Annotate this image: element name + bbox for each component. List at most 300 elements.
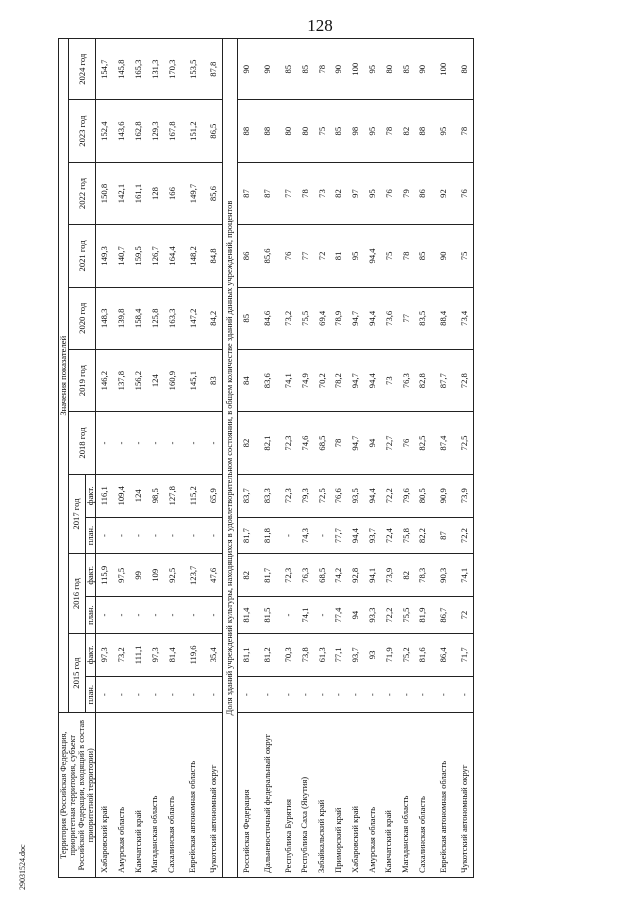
year-header-2018: 2018 год — [69, 412, 96, 474]
value-cell: 75,5 — [296, 287, 313, 349]
value-cell: 88 — [414, 100, 431, 162]
value-cell: 80 — [296, 100, 313, 162]
value-cell: 95 — [364, 162, 381, 224]
value-cell: 92 — [431, 162, 456, 224]
value-cell: 119,6 — [180, 633, 205, 676]
value-cell: 72,3 — [280, 474, 297, 517]
value-cell: 129,3 — [146, 100, 163, 162]
value-cell: 90,3 — [431, 554, 456, 597]
value-cell: 97,3 — [96, 633, 113, 676]
value-cell: 98 — [347, 100, 364, 162]
value-cell: 72,2 — [380, 474, 397, 517]
value-cell: 82 — [237, 412, 254, 474]
value-cell: 82,1 — [255, 412, 280, 474]
value-cell: 88,4 — [431, 287, 456, 349]
value-cell: 98,5 — [146, 474, 163, 517]
value-cell: 73,9 — [456, 474, 473, 517]
value-cell: 86 — [414, 162, 431, 224]
value-cell: - — [180, 517, 205, 554]
value-cell: - — [96, 676, 113, 713]
value-cell: - — [205, 597, 222, 634]
value-cell: 81,4 — [237, 597, 254, 634]
value-cell: - — [280, 597, 297, 634]
value-cell: 78 — [456, 100, 473, 162]
table-row — [330, 39, 347, 878]
value-cell: 93,5 — [347, 474, 364, 517]
value-cell: - — [280, 676, 297, 713]
value-cell: 86,5 — [205, 100, 222, 162]
value-cell: - — [130, 676, 147, 713]
value-cell: 95 — [364, 100, 381, 162]
value-cell: 94,1 — [364, 554, 381, 597]
value-cell: 90 — [431, 225, 456, 287]
value-cell: 83,3 — [255, 474, 280, 517]
value-cell: 93 — [364, 633, 381, 676]
fact-header: факт. — [85, 554, 95, 597]
value-cell: - — [431, 676, 456, 713]
value-cell: 126,7 — [146, 225, 163, 287]
value-cell: 47,6 — [205, 554, 222, 597]
value-cell: - — [163, 676, 180, 713]
value-cell: 88 — [255, 100, 280, 162]
value-cell: 72 — [313, 225, 330, 287]
value-cell: 143,6 — [113, 100, 130, 162]
table-row — [205, 39, 222, 878]
value-cell: 71,9 — [380, 633, 397, 676]
year-header-2020: 2020 год — [69, 287, 96, 349]
year-header-2023: 2023 год — [69, 100, 96, 162]
value-cell: 73,2 — [280, 287, 297, 349]
value-cell: - — [146, 517, 163, 554]
year-header-2022: 2022 год — [69, 162, 96, 224]
plan-header: план. — [85, 676, 95, 713]
value-cell: 87,8 — [205, 39, 222, 100]
value-cell: 92,5 — [163, 554, 180, 597]
value-cell: 75 — [380, 225, 397, 287]
value-cell: 71,7 — [456, 633, 473, 676]
value-cell: 84,6 — [255, 287, 280, 349]
value-cell: 76,3 — [296, 554, 313, 597]
value-cell: 74,1 — [456, 554, 473, 597]
value-cell: 82,5 — [414, 412, 431, 474]
value-cell: 72,3 — [280, 554, 297, 597]
value-cell: 77 — [397, 287, 414, 349]
page-number: 128 — [307, 16, 333, 35]
value-cell: 68,5 — [313, 554, 330, 597]
value-cell: 73,2 — [113, 633, 130, 676]
value-cell: - — [96, 597, 113, 634]
value-cell: 84,2 — [205, 287, 222, 349]
value-cell: - — [330, 676, 347, 713]
value-cell: 72,5 — [313, 474, 330, 517]
value-cell: 86,4 — [431, 633, 456, 676]
value-cell: 84 — [237, 349, 254, 411]
value-cell: 72,2 — [456, 517, 473, 554]
value-cell: - — [180, 412, 205, 474]
value-cell: 74,1 — [296, 597, 313, 634]
value-cell: 94 — [347, 597, 364, 634]
value-cell: 124 — [130, 474, 147, 517]
table-row — [431, 39, 456, 878]
value-cell: 139,8 — [113, 287, 130, 349]
value-cell: 78 — [397, 225, 414, 287]
plan-header: план. — [85, 517, 95, 554]
value-cell: 81,7 — [237, 517, 254, 554]
value-cell: 93,7 — [347, 633, 364, 676]
value-cell: 72 — [456, 597, 473, 634]
value-cell: 123,7 — [180, 554, 205, 597]
value-cell: 72,5 — [456, 412, 473, 474]
value-cell: 94,4 — [364, 225, 381, 287]
value-cell: 83,7 — [237, 474, 254, 517]
value-cell: 115,9 — [96, 554, 113, 597]
value-cell: 164,4 — [163, 225, 180, 287]
value-cell: 97 — [347, 162, 364, 224]
value-cell: 85 — [397, 39, 414, 100]
value-cell: 74,6 — [296, 412, 313, 474]
value-cell: 78 — [330, 412, 347, 474]
value-cell: 85,6 — [205, 162, 222, 224]
value-cell: - — [397, 676, 414, 713]
value-cell: 82 — [397, 100, 414, 162]
table-row — [96, 39, 113, 878]
value-cell: 81,7 — [255, 554, 280, 597]
value-cell: 80 — [380, 39, 397, 100]
value-cell: 152,4 — [96, 100, 113, 162]
value-cell: 145,1 — [180, 349, 205, 411]
value-cell: - — [205, 676, 222, 713]
section-title: Доля зданий учреждений культуры, находящихся в удовлетворительном состоянии, в общем количестве зданий данных учреждений, процентов — [222, 39, 237, 878]
value-cell: 78,2 — [330, 349, 347, 411]
value-cell: 94,7 — [347, 287, 364, 349]
value-cell: 93,7 — [364, 517, 381, 554]
territory-name: Еврейская автономная область — [180, 713, 205, 878]
table-row — [397, 39, 414, 878]
value-cell: 170,3 — [163, 39, 180, 100]
table-body — [96, 39, 474, 878]
value-cell: 94,4 — [364, 349, 381, 411]
table-row — [146, 39, 163, 878]
value-cell: 127,8 — [163, 474, 180, 517]
value-cell: 146,2 — [96, 349, 113, 411]
value-cell: 100 — [431, 39, 456, 100]
value-cell: 160,9 — [163, 349, 180, 411]
value-cell: - — [205, 517, 222, 554]
value-cell: 162,8 — [130, 100, 147, 162]
value-cell: 80 — [280, 100, 297, 162]
value-cell: 73,9 — [380, 554, 397, 597]
value-cell: 77,1 — [330, 633, 347, 676]
territory-name: Магаданская область — [397, 713, 414, 878]
value-cell: 125,8 — [146, 287, 163, 349]
value-cell: 100 — [347, 39, 364, 100]
territory-name: Магаданская область — [146, 713, 163, 878]
fact-header: факт. — [85, 633, 95, 676]
value-cell: - — [146, 676, 163, 713]
value-cell: 165,3 — [130, 39, 147, 100]
value-cell: 76 — [456, 162, 473, 224]
table-row — [313, 39, 330, 878]
table-row — [255, 39, 280, 878]
territory-name: Российская Федерация — [237, 713, 254, 878]
value-cell: 109,4 — [113, 474, 130, 517]
value-cell: 81,9 — [414, 597, 431, 634]
value-cell: 94,7 — [347, 349, 364, 411]
value-cell: 90 — [255, 39, 280, 100]
value-cell: 76,3 — [397, 349, 414, 411]
value-cell: 159,5 — [130, 225, 147, 287]
table-row — [456, 39, 473, 878]
value-cell: 76 — [397, 412, 414, 474]
value-cell: 128 — [146, 162, 163, 224]
year-header-2021: 2021 год — [69, 225, 96, 287]
value-cell: 78 — [380, 100, 397, 162]
value-cell: 77 — [296, 225, 313, 287]
value-cell: - — [205, 412, 222, 474]
value-cell: 72,4 — [380, 517, 397, 554]
value-cell: 153,5 — [180, 39, 205, 100]
value-cell: 93,3 — [364, 597, 381, 634]
value-cell: 72,2 — [380, 597, 397, 634]
value-cell: 97,5 — [113, 554, 130, 597]
value-cell: 78,3 — [414, 554, 431, 597]
year-header-2016: 2016 год — [69, 554, 85, 634]
value-cell: 99 — [130, 554, 147, 597]
territory-name: Амурская область — [364, 713, 381, 878]
value-cell: 148,2 — [180, 225, 205, 287]
value-cell: 73 — [313, 162, 330, 224]
value-cell: - — [255, 676, 280, 713]
value-cell: 87 — [255, 162, 280, 224]
value-cell: 76,6 — [330, 474, 347, 517]
value-cell: 140,7 — [113, 225, 130, 287]
value-cell: 86,7 — [431, 597, 456, 634]
table-row — [163, 39, 180, 878]
section-row — [222, 39, 237, 878]
value-cell: 75,5 — [397, 597, 414, 634]
territory-name: Приморский край — [330, 713, 347, 878]
value-cell: 82 — [237, 554, 254, 597]
value-cell: 73,4 — [456, 287, 473, 349]
value-cell: 74,9 — [296, 349, 313, 411]
value-cell: 94,7 — [347, 412, 364, 474]
value-cell: 81,4 — [163, 633, 180, 676]
table-row — [130, 39, 147, 878]
territory-name: Хабаровский край — [96, 713, 113, 878]
value-cell: 161,1 — [130, 162, 147, 224]
value-cell: - — [96, 412, 113, 474]
value-cell: 82,2 — [414, 517, 431, 554]
value-cell: 70,2 — [313, 349, 330, 411]
indicator-table — [58, 38, 474, 878]
value-cell: 76 — [380, 162, 397, 224]
value-cell: - — [313, 597, 330, 634]
value-cell: 79,6 — [397, 474, 414, 517]
value-cell: 70,3 — [280, 633, 297, 676]
table-row — [280, 39, 297, 878]
value-cell: 83,6 — [255, 349, 280, 411]
value-cell: 94 — [364, 412, 381, 474]
value-cell: 78 — [296, 162, 313, 224]
value-cell: 75 — [456, 225, 473, 287]
value-cell: 85 — [280, 39, 297, 100]
value-cell: - — [313, 676, 330, 713]
table-row — [113, 39, 130, 878]
value-cell: 87,7 — [431, 349, 456, 411]
value-cell: 61,3 — [313, 633, 330, 676]
value-cell: 35,4 — [205, 633, 222, 676]
year-header-2015: 2015 год — [69, 633, 85, 713]
value-cell: 109 — [146, 554, 163, 597]
value-cell: 80,5 — [414, 474, 431, 517]
value-cell: - — [364, 676, 381, 713]
territory-name: Камчатский край — [130, 713, 147, 878]
value-cell: 81,8 — [255, 517, 280, 554]
value-cell: 131,3 — [146, 39, 163, 100]
value-cell: 74,1 — [280, 349, 297, 411]
value-cell: 85 — [296, 39, 313, 100]
value-cell: - — [113, 676, 130, 713]
territory-header: Территория (Российская Федерация, приоритетная территория, субъект Российской Федерации, входящий в состав приоритетной территории) — [59, 713, 96, 878]
value-cell: 82 — [330, 162, 347, 224]
table-row — [414, 39, 431, 878]
value-cell: 145,8 — [113, 39, 130, 100]
value-cell: 74,3 — [296, 517, 313, 554]
territory-name: Сахалинская область — [414, 713, 431, 878]
value-cell: 75,8 — [397, 517, 414, 554]
value-cell: - — [130, 597, 147, 634]
value-cell: 73 — [380, 349, 397, 411]
value-cell: - — [347, 676, 364, 713]
table-row — [237, 39, 254, 878]
value-cell: 81,5 — [255, 597, 280, 634]
value-cell: - — [237, 676, 254, 713]
territory-name: Дальневосточный федеральный округ — [255, 713, 280, 878]
value-cell: 65,9 — [205, 474, 222, 517]
value-cell: 78,9 — [330, 287, 347, 349]
territory-name: Амурская область — [113, 713, 130, 878]
value-cell: 83 — [205, 349, 222, 411]
value-cell: 77,4 — [330, 597, 347, 634]
value-cell: 69,4 — [313, 287, 330, 349]
value-cell: - — [113, 412, 130, 474]
value-cell: 151,2 — [180, 100, 205, 162]
value-cell: - — [380, 676, 397, 713]
territory-name: Еврейская автономная область — [431, 713, 456, 878]
fact-header: факт. — [85, 474, 95, 517]
value-cell: 83,5 — [414, 287, 431, 349]
value-cell: 148,3 — [96, 287, 113, 349]
territory-name: Хабаровский край — [347, 713, 364, 878]
value-cell: - — [180, 597, 205, 634]
value-cell: 150,8 — [96, 162, 113, 224]
value-cell: 115,2 — [180, 474, 205, 517]
value-cell: 94,4 — [364, 287, 381, 349]
territory-name: Чукотский автономный округ — [456, 713, 473, 878]
value-cell: - — [113, 517, 130, 554]
value-cell: 75 — [313, 100, 330, 162]
value-cell: - — [296, 676, 313, 713]
value-cell: 88 — [237, 100, 254, 162]
value-cell: 82,8 — [414, 349, 431, 411]
value-cell: 82 — [397, 554, 414, 597]
table-row — [296, 39, 313, 878]
value-cell: 149,7 — [180, 162, 205, 224]
value-cell: 85 — [237, 287, 254, 349]
value-cell: 81,1 — [237, 633, 254, 676]
value-cell: 76 — [280, 225, 297, 287]
value-cell: - — [313, 517, 330, 554]
value-cell: 79,3 — [296, 474, 313, 517]
year-header-2017: 2017 год — [69, 474, 85, 554]
value-cell: 154,7 — [96, 39, 113, 100]
value-cell: - — [146, 412, 163, 474]
value-cell: 85,6 — [255, 225, 280, 287]
value-cell: 124 — [146, 349, 163, 411]
value-cell: 72,3 — [280, 412, 297, 474]
value-cell: - — [163, 517, 180, 554]
value-cell: - — [113, 597, 130, 634]
table-row — [347, 39, 364, 878]
value-cell: 92,8 — [347, 554, 364, 597]
value-cell: 87 — [237, 162, 254, 224]
value-cell: 77,7 — [330, 517, 347, 554]
value-cell: 81,2 — [255, 633, 280, 676]
value-cell: 85 — [330, 100, 347, 162]
value-cell: 80 — [456, 39, 473, 100]
value-cell: 74,2 — [330, 554, 347, 597]
value-cell: 163,3 — [163, 287, 180, 349]
territory-name: Камчатский край — [380, 713, 397, 878]
value-cell: 81,6 — [414, 633, 431, 676]
rotated-table-container — [58, 38, 633, 878]
value-cell: 94,4 — [364, 474, 381, 517]
value-cell: 149,3 — [96, 225, 113, 287]
file-name: 29031524.doc — [18, 844, 27, 890]
value-cell: 90,9 — [431, 474, 456, 517]
value-cell: 166 — [163, 162, 180, 224]
value-cell: 75,2 — [397, 633, 414, 676]
value-cell: - — [163, 412, 180, 474]
table-row — [180, 39, 205, 878]
value-cell: 79 — [397, 162, 414, 224]
territory-name: Забайкальский край — [313, 713, 330, 878]
territory-name: Сахалинская область — [163, 713, 180, 878]
value-cell: 97,3 — [146, 633, 163, 676]
document-footer — [18, 844, 64, 899]
value-cell: - — [130, 517, 147, 554]
value-cell: - — [96, 517, 113, 554]
table-row — [380, 39, 397, 878]
value-cell: 81 — [330, 225, 347, 287]
value-cell: 111,1 — [130, 633, 147, 676]
value-cell: 86 — [237, 225, 254, 287]
value-cell: 87 — [431, 517, 456, 554]
territory-name: Чукотский автономный округ — [205, 713, 222, 878]
value-cell: 90 — [414, 39, 431, 100]
value-cell: - — [130, 412, 147, 474]
value-cell: 116,1 — [96, 474, 113, 517]
value-cell: 85 — [414, 225, 431, 287]
value-cell: 167,8 — [163, 100, 180, 162]
value-cell: - — [163, 597, 180, 634]
value-cell: - — [146, 597, 163, 634]
value-cell: 78 — [313, 39, 330, 100]
value-cell: 84,8 — [205, 225, 222, 287]
values-header: Значения показателей — [59, 39, 69, 713]
value-cell: 156,2 — [130, 349, 147, 411]
value-cell: 90 — [237, 39, 254, 100]
